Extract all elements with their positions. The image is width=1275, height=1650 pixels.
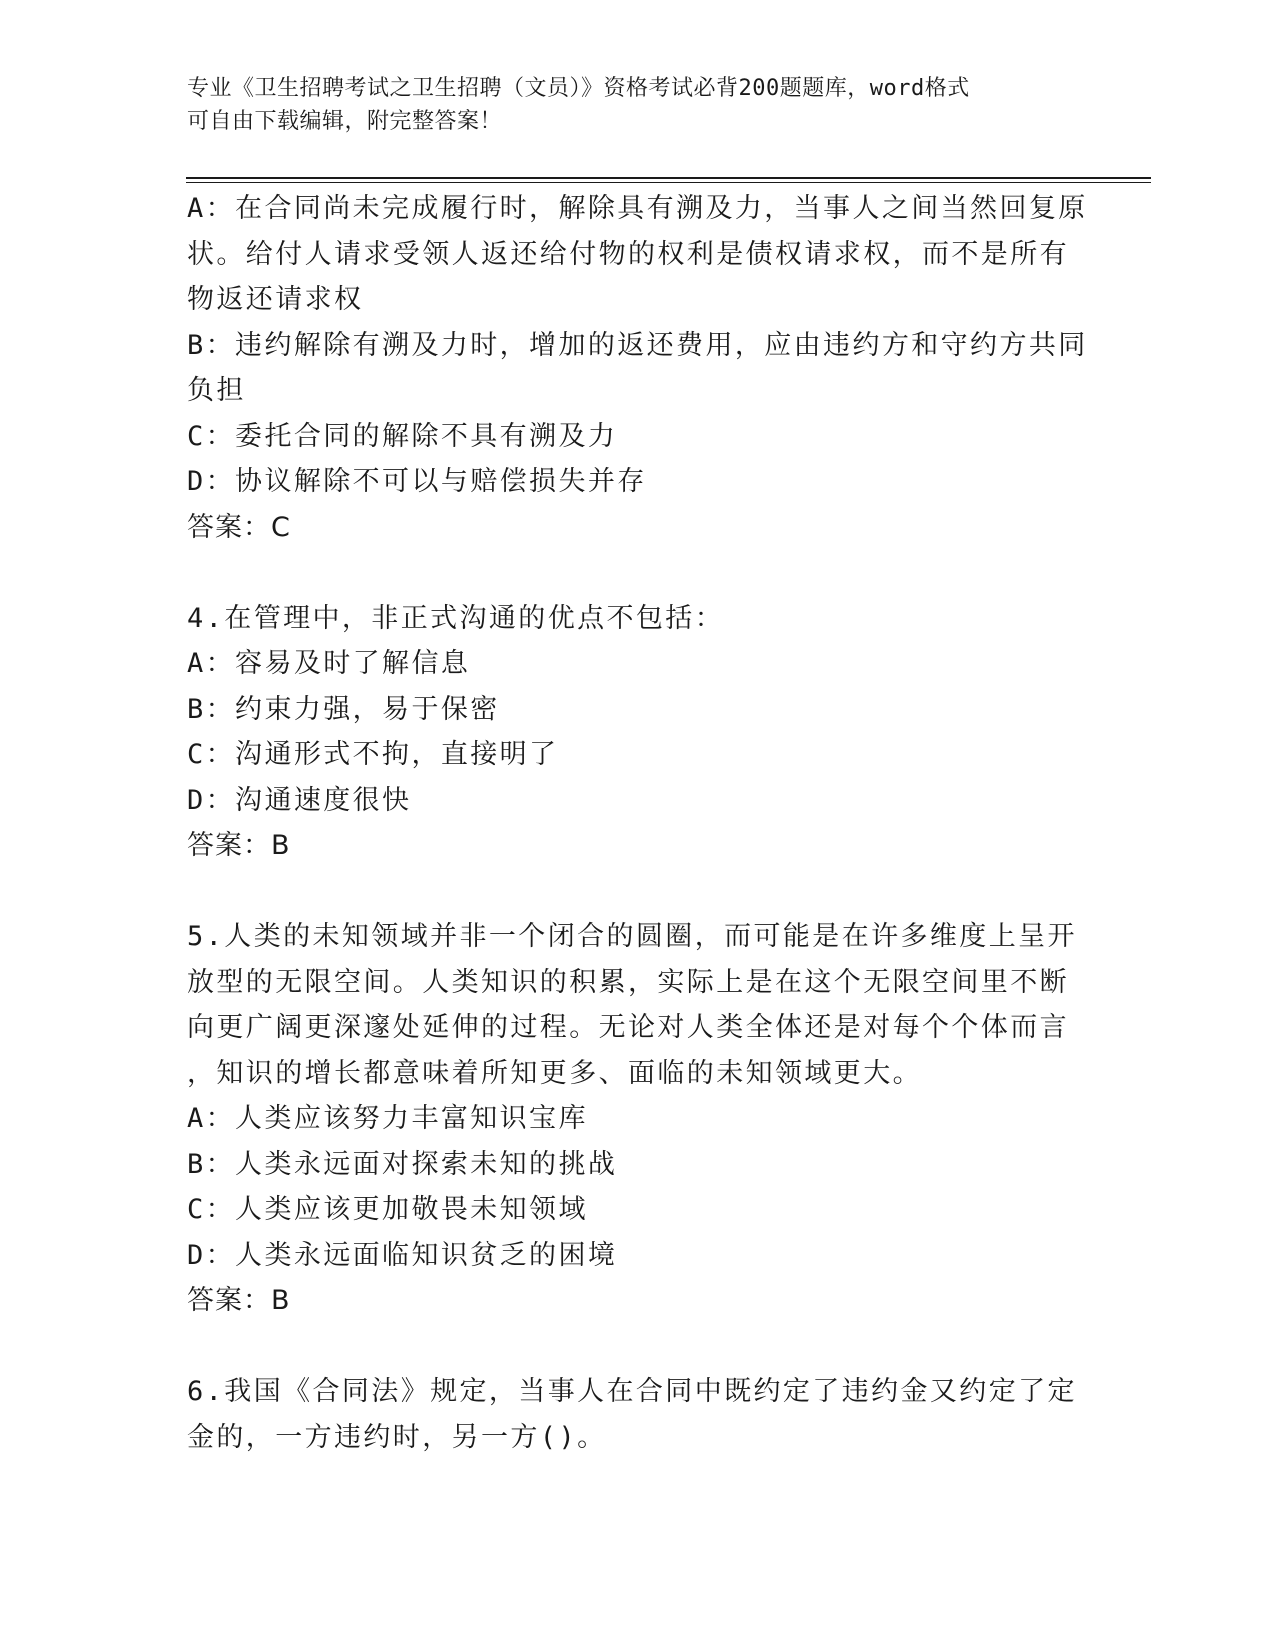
q4-answer: 答案：B — [187, 830, 291, 861]
q5-answer: 答案：B — [187, 1285, 291, 1316]
q4-option-a: A：容易及时了解信息 — [187, 648, 471, 679]
q5-stem-line-2: 放型的无限空间。人类知识的积累，实际上是在这个无限空间里不断 — [187, 966, 1069, 998]
q4-option-c: C：沟通形式不拘，直接明了 — [187, 739, 559, 770]
question-5 — [187, 914, 1077, 1324]
q3-answer: 答案：C — [187, 511, 291, 543]
question-3 — [187, 186, 1088, 550]
q4-stem: 4.在管理中，非正式沟通的优点不包括： — [187, 602, 725, 634]
header-divider — [186, 177, 1151, 183]
q5-stem-line-3: 向更广阔更深邃处延伸的过程。无论对人类全体还是对每个个体而言 — [187, 1012, 1069, 1043]
q3-option-a-line-1: A：在合同尚未完成履行时，解除具有溯及力，当事人之间当然回复原 — [187, 193, 1088, 224]
q5-option-d: D：人类永远面临知识贫乏的困境 — [187, 1239, 618, 1271]
question-6 — [187, 1369, 1077, 1460]
header-title-line-2: 可自由下载编辑，附完整答案！ — [187, 109, 503, 134]
q6-stem-line-1: 6.我国《合同法》规定，当事人在合同中既约定了违约金又约定了定 — [187, 1376, 1077, 1407]
header-title-line-1: 专业《卫生招聘考试之卫生招聘（文员）》资格考试必背200题题库，word格式 — [187, 76, 970, 101]
q3-option-a-line-3: 物返还请求权 — [187, 284, 364, 315]
q3-option-a-line-2: 状。给付人请求受领人返还给付物的权利是债权请求权，而不是所有 — [187, 238, 1069, 270]
q3-option-b-line-1: B：违约解除有溯及力时，增加的返还费用，应由违约方和守约方共同 — [187, 329, 1088, 361]
question-spacer — [187, 550, 1067, 596]
q3-option-b-line-2: 负担 — [187, 375, 246, 406]
q6-stem-line-2: 金的，一方违约时，另一方()。 — [187, 1421, 607, 1453]
question-spacer — [187, 1324, 1067, 1370]
q5-stem-line-1: 5.人类的未知领域并非一个闭合的圆圈，而可能是在许多维度上呈开 — [187, 921, 1077, 952]
q4-option-b: B：约束力强，易于保密 — [187, 693, 500, 725]
question-spacer — [187, 869, 1067, 915]
question-4 — [187, 596, 1067, 869]
q5-stem-line-4: ，知识的增长都意味着所知更多、面临的未知领域更大。 — [187, 1057, 922, 1089]
q3-option-d: D：协议解除不可以与赔偿损失并存 — [187, 466, 647, 497]
document-header — [187, 72, 1087, 138]
q5-option-b: B：人类永远面对探索未知的挑战 — [187, 1148, 618, 1180]
question-content — [187, 186, 1088, 1460]
q4-option-d: D：沟通速度很快 — [187, 784, 412, 816]
q5-option-a: A：人类应该努力丰富知识宝库 — [187, 1103, 588, 1134]
q3-option-c: C：委托合同的解除不具有溯及力 — [187, 420, 618, 452]
q5-option-c: C：人类应该更加敬畏未知领域 — [187, 1194, 588, 1225]
